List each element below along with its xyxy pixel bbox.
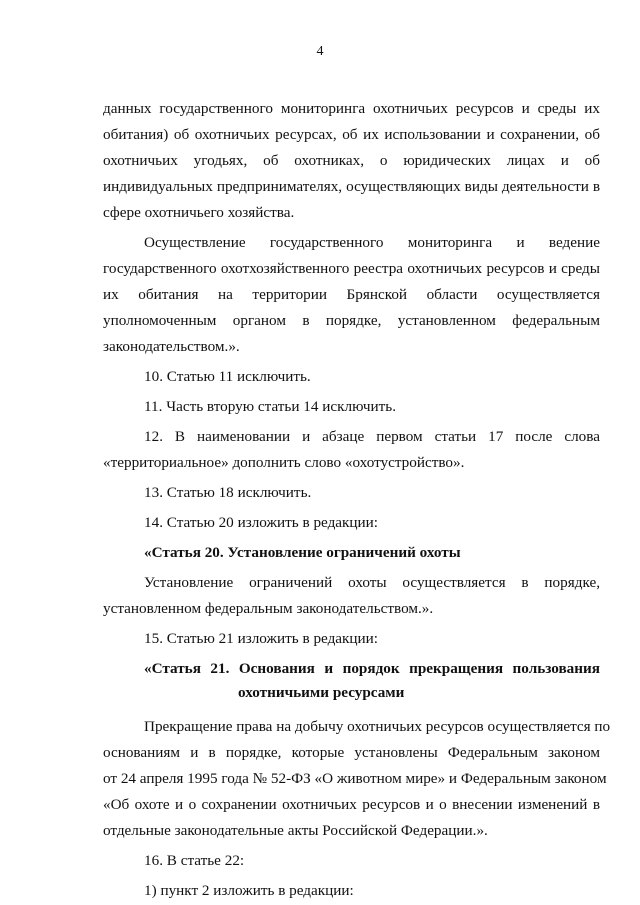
text-line: установленном федеральным законодательством.». — [103, 600, 434, 617]
document-body — [103, 96, 611, 904]
text-line: Прекращение права на добычу охотничьих ресурсов осуществляется по — [144, 718, 611, 735]
text-line: законодательством.». — [103, 338, 240, 355]
text-line: индивидуальных предпринимателях, осуществляющих виды деятельности в — [103, 178, 600, 195]
list-item: 11. Часть вторую статьи 14 исключить. — [144, 398, 396, 415]
text-line: их обитания на территории Брянской области осуществляется — [103, 286, 600, 303]
text-line: государственного охотхозяйственного реестра охотничьих ресурсов и среды — [103, 260, 600, 277]
list-item: 1) пункт 2 изложить в редакции: — [144, 882, 354, 899]
text-line: Осуществление государственного мониторинга и ведение — [144, 234, 600, 251]
text-line: отдельные законодательные акты Российской Федерации.». — [103, 822, 488, 839]
list-item: 12. В наименовании и абзаце первом статьи 17 после слова — [144, 428, 600, 445]
page-number: 4 — [316, 44, 324, 59]
text-line: сфере охотничьего хозяйства. — [103, 204, 295, 221]
text-line: охотничьих угодьях, об охотниках, о юридических лицах и об — [103, 152, 600, 169]
text-line: уполномоченным органом в порядке, установленном федеральным — [103, 312, 600, 329]
text-line: «Об охоте и о сохранении охотничьих ресурсов и о внесении изменений в — [103, 796, 600, 813]
text-line: основаниям и в порядке, которые установлены Федеральным законом — [103, 744, 600, 761]
text-line: Установление ограничений охоты осуществляется в порядке, — [144, 574, 600, 591]
list-item: 16. В статье 22: — [144, 852, 245, 869]
text-line: обитания) об охотничьих ресурсах, об их использовании и сохранении, об — [103, 126, 600, 143]
text-line: «территориальное» дополнить слово «охотустройство». — [103, 454, 465, 471]
text-line: данных государственного мониторинга охотничьих ресурсов и среды их — [103, 100, 600, 117]
article-heading-continuation: охотничьими ресурсами — [238, 684, 405, 701]
article-heading: «Статья 20. Установление ограничений охоты — [144, 544, 461, 561]
list-item: 10. Статью 11 исключить. — [144, 368, 311, 385]
text-line: от 24 апреля 1995 года № 52-ФЗ «О животном мире» и Федеральным законом — [103, 770, 607, 787]
list-item: 15. Статью 21 изложить в редакции: — [144, 630, 379, 647]
list-item: 13. Статью 18 исключить. — [144, 484, 312, 501]
article-heading: «Статья 21. Основания и порядок прекращения пользования — [144, 660, 600, 677]
list-item: 14. Статью 20 изложить в редакции: — [144, 514, 379, 531]
